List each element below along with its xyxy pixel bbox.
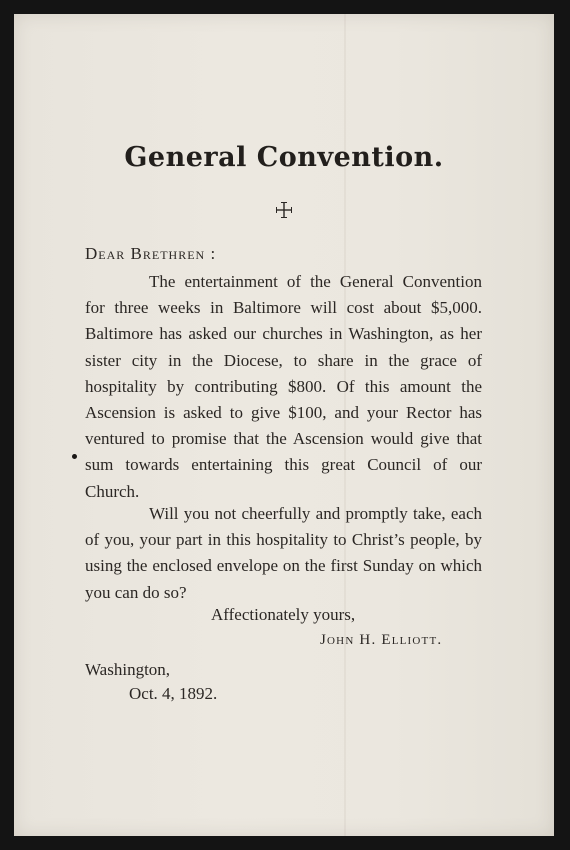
closing-line: Affectionately yours, — [211, 605, 356, 624]
cross-ornament-icon — [274, 200, 294, 220]
date-line: Oct. 4, 1892. — [129, 684, 218, 703]
ink-dot — [72, 454, 77, 459]
place-line: Washington, — [85, 660, 171, 679]
body-paragraph-1: The entertainment of the General Convention for three weeks in Baltimore will cost about $5,000. Baltimore has asked our churches in Washington, as her sister city in the Diocese, to share in the grace of hospitality by contributing $800. Of this amount the Ascension is asked to give $100, and your Rector has ventured to promise that the Ascension would give that sum towards entertaining this great Council of our Church. — [85, 272, 482, 501]
body-paragraph-2: Will you not cheerfully and promptly take, each of you, your part in this hospitality to Christ’s people, by using the enclosed envelope on the first Sunday on which you can do so? — [85, 504, 482, 602]
signature: John H. Elliott. — [320, 632, 443, 648]
document-title: General Convention. — [124, 142, 444, 173]
letter-sheet — [14, 14, 554, 836]
salutation: Dear Brethren : — [85, 244, 217, 263]
